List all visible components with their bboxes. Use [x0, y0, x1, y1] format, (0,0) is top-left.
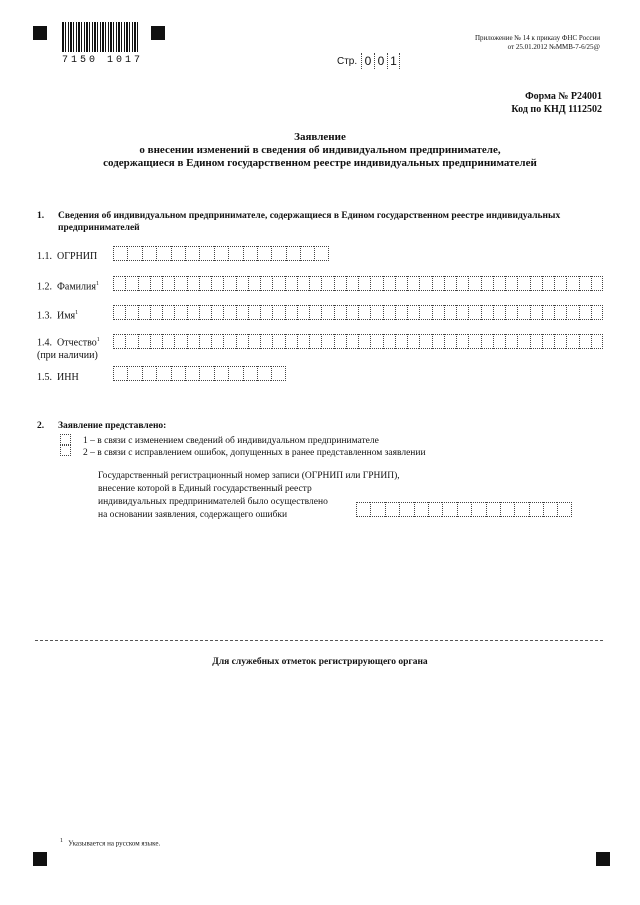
- input-cell[interactable]: [297, 334, 309, 349]
- field-sublabel: (при наличии): [37, 350, 98, 362]
- input-cell[interactable]: [419, 334, 431, 349]
- field-name-label: [37, 310, 78, 321]
- input-cell[interactable]: [260, 334, 272, 349]
- input-cell[interactable]: [185, 366, 199, 381]
- corner-marker-top-right: [151, 26, 165, 40]
- input-cell[interactable]: [271, 366, 285, 381]
- input-cell[interactable]: [370, 276, 382, 291]
- title-line-1: Заявление: [294, 131, 346, 143]
- input-cell[interactable]: [162, 305, 174, 320]
- input-cell[interactable]: [286, 246, 300, 261]
- knd-code: Код по КНД 1112502: [511, 104, 602, 115]
- input-cell[interactable]: [125, 334, 137, 349]
- input-cell[interactable]: [156, 366, 170, 381]
- document-title: [0, 131, 640, 170]
- input-cell[interactable]: [395, 334, 407, 349]
- appendix-line-1: Приложение № 14 к приказу ФНС России: [474, 34, 600, 42]
- input-cell[interactable]: [199, 334, 211, 349]
- field-label: Имя: [57, 310, 76, 322]
- input-cell[interactable]: [481, 276, 493, 291]
- form-number: Форма № Р24001: [525, 91, 602, 102]
- input-cell[interactable]: [432, 334, 444, 349]
- input-cell[interactable]: [395, 276, 407, 291]
- input-cell[interactable]: [456, 334, 468, 349]
- barcode-number: 7150 1017: [62, 55, 144, 66]
- field-label: Фамилия: [57, 281, 96, 293]
- input-cell[interactable]: [457, 502, 471, 517]
- input-cell[interactable]: [297, 276, 309, 291]
- inn-cells[interactable]: [113, 366, 286, 381]
- input-cell[interactable]: [399, 502, 413, 517]
- input-cell[interactable]: [185, 246, 199, 261]
- page-number-cells: [361, 53, 400, 69]
- input-cell[interactable]: [309, 276, 321, 291]
- footnote-ref: 1: [96, 337, 100, 343]
- input-cell[interactable]: [500, 502, 514, 517]
- input-cell[interactable]: [419, 305, 431, 320]
- input-cell[interactable]: [554, 305, 566, 320]
- input-cell[interactable]: [236, 305, 248, 320]
- input-cell[interactable]: [162, 334, 174, 349]
- page-digit: 1: [387, 53, 400, 69]
- input-cell[interactable]: [517, 334, 529, 349]
- footnote-ref: 1: [75, 310, 79, 316]
- input-cell[interactable]: [243, 246, 257, 261]
- section1-number: 1.: [37, 211, 45, 221]
- input-cell[interactable]: [309, 334, 321, 349]
- footnote: [60, 838, 160, 847]
- title-line-3: содержащиеся в Едином государственном реестре индивидуальных предпринимателей: [103, 157, 537, 169]
- section2-number: 2.: [37, 421, 45, 431]
- input-cell[interactable]: [493, 276, 505, 291]
- title-line-2: о внесении изменений в сведения об индивидуальном предпринимателе,: [139, 144, 501, 156]
- section1-heading-line-2: предпринимателей: [58, 223, 140, 233]
- input-cell[interactable]: [260, 305, 272, 320]
- input-cell[interactable]: [138, 305, 150, 320]
- input-cell[interactable]: [414, 502, 428, 517]
- input-cell[interactable]: [187, 334, 199, 349]
- input-cell[interactable]: [543, 502, 557, 517]
- input-cell[interactable]: [493, 305, 505, 320]
- input-cell[interactable]: [248, 334, 260, 349]
- input-cell[interactable]: [199, 305, 211, 320]
- page-digit: 0: [374, 53, 387, 69]
- input-cell[interactable]: [395, 305, 407, 320]
- field-number: 1.5.: [37, 372, 52, 383]
- input-cell[interactable]: [113, 305, 125, 320]
- input-cell[interactable]: [444, 334, 456, 349]
- input-cell[interactable]: [481, 305, 493, 320]
- grn-cells[interactable]: [356, 502, 572, 517]
- input-cell[interactable]: [471, 502, 485, 517]
- input-cell[interactable]: [150, 276, 162, 291]
- field-inn-label: [37, 372, 79, 383]
- appendix-line-2: от 25.01.2012 №ММВ-7-6/25@: [507, 43, 600, 51]
- input-cell[interactable]: [321, 276, 333, 291]
- note-line-2: внесение которой в Единый государственный реестр: [98, 484, 312, 494]
- field-number: 1.2.: [37, 281, 52, 293]
- input-cell[interactable]: [211, 305, 223, 320]
- input-cell[interactable]: [566, 305, 578, 320]
- input-cell[interactable]: [156, 246, 170, 261]
- input-cell[interactable]: [383, 334, 395, 349]
- input-cell[interactable]: [346, 334, 358, 349]
- input-cell[interactable]: [517, 276, 529, 291]
- input-cell[interactable]: [285, 334, 297, 349]
- input-cell[interactable]: [285, 305, 297, 320]
- input-cell[interactable]: [442, 502, 456, 517]
- input-cell[interactable]: [187, 276, 199, 291]
- corner-marker-bottom-right: [596, 852, 610, 866]
- input-cell[interactable]: [174, 334, 186, 349]
- section1-heading: [58, 210, 608, 234]
- input-cell[interactable]: [432, 305, 444, 320]
- input-cell[interactable]: [321, 305, 333, 320]
- page-digit: 0: [361, 53, 374, 69]
- input-cell[interactable]: [199, 366, 213, 381]
- correction-note: [98, 470, 400, 522]
- input-cell[interactable]: [214, 366, 228, 381]
- input-cell[interactable]: [257, 246, 271, 261]
- input-cell[interactable]: [407, 334, 419, 349]
- input-cell[interactable]: [271, 246, 285, 261]
- input-cell[interactable]: [199, 246, 213, 261]
- input-cell[interactable]: [579, 305, 591, 320]
- input-cell[interactable]: [113, 366, 127, 381]
- input-cell[interactable]: [419, 276, 431, 291]
- input-cell[interactable]: [468, 305, 480, 320]
- input-cell[interactable]: [493, 334, 505, 349]
- input-cell[interactable]: [481, 334, 493, 349]
- field-label: Отчество: [57, 337, 97, 349]
- input-cell[interactable]: [228, 246, 242, 261]
- input-cell[interactable]: [542, 334, 554, 349]
- corner-marker-top-left: [33, 26, 47, 40]
- input-cell[interactable]: [505, 334, 517, 349]
- input-cell[interactable]: [428, 502, 442, 517]
- input-cell[interactable]: [468, 276, 480, 291]
- input-cell[interactable]: [127, 366, 141, 381]
- input-cell[interactable]: [113, 276, 125, 291]
- input-cell[interactable]: [346, 276, 358, 291]
- field-label: ОГРНИП: [57, 251, 98, 262]
- option-1-text: 1 – в связи с изменением сведений об индивидуальном предпринимателе: [83, 436, 379, 446]
- field-number: 1.1.: [37, 251, 52, 262]
- input-cell[interactable]: [162, 276, 174, 291]
- input-cell[interactable]: [591, 334, 603, 349]
- input-cell[interactable]: [321, 334, 333, 349]
- input-cell[interactable]: [314, 246, 328, 261]
- input-cell[interactable]: [243, 366, 257, 381]
- input-cell[interactable]: [554, 276, 566, 291]
- input-cell[interactable]: [142, 246, 156, 261]
- footnote-number: 1: [60, 838, 63, 844]
- input-cell[interactable]: [248, 276, 260, 291]
- barcode: [62, 22, 138, 52]
- input-cell[interactable]: [171, 246, 185, 261]
- note-line-1: Государственный регистрационный номер записи (ОГРНИП или ГРНИП),: [98, 471, 400, 481]
- input-cell[interactable]: [358, 334, 370, 349]
- input-cell[interactable]: [171, 366, 185, 381]
- input-cell[interactable]: [591, 305, 603, 320]
- field-number: 1.4.: [37, 337, 52, 349]
- input-cell[interactable]: [529, 502, 543, 517]
- input-cell[interactable]: [236, 276, 248, 291]
- field-patronymic-label: [37, 334, 100, 362]
- input-cell[interactable]: [174, 305, 186, 320]
- input-cell[interactable]: [272, 334, 284, 349]
- input-cell[interactable]: [530, 276, 542, 291]
- input-cell[interactable]: [223, 334, 235, 349]
- page-label: Стр.: [337, 56, 358, 67]
- input-cell[interactable]: [505, 305, 517, 320]
- field-ogrnip-label: [37, 251, 97, 262]
- input-cell[interactable]: [248, 305, 260, 320]
- input-cell[interactable]: [113, 334, 125, 349]
- section1-heading-line-1: Сведения об индивидуальном предпринимателе, содержащиеся в Едином государственном реестре индивидуальных: [58, 211, 561, 221]
- input-cell[interactable]: [187, 305, 199, 320]
- input-cell[interactable]: [272, 276, 284, 291]
- patronymic-cells[interactable]: [113, 334, 603, 349]
- input-cell[interactable]: [228, 366, 242, 381]
- cut-line: [35, 640, 603, 641]
- input-cell[interactable]: [554, 334, 566, 349]
- input-cell[interactable]: [566, 276, 578, 291]
- input-cell[interactable]: [566, 334, 578, 349]
- input-cell[interactable]: [557, 502, 571, 517]
- input-cell[interactable]: [530, 305, 542, 320]
- option-checkbox[interactable]: [60, 434, 71, 445]
- input-cell[interactable]: [334, 276, 346, 291]
- input-cell[interactable]: [517, 305, 529, 320]
- input-cell[interactable]: [138, 334, 150, 349]
- input-cell[interactable]: [199, 276, 211, 291]
- input-cell[interactable]: [444, 276, 456, 291]
- input-cell[interactable]: [505, 276, 517, 291]
- option-checkbox[interactable]: [60, 445, 71, 456]
- input-cell[interactable]: [356, 502, 370, 517]
- corner-marker-bottom-left: [33, 852, 47, 866]
- input-cell[interactable]: [358, 276, 370, 291]
- input-cell[interactable]: [223, 276, 235, 291]
- name-cells[interactable]: [113, 305, 603, 320]
- input-cell[interactable]: [370, 502, 384, 517]
- input-cell[interactable]: [334, 334, 346, 349]
- input-cell[interactable]: [486, 502, 500, 517]
- input-cell[interactable]: [257, 366, 271, 381]
- input-cell[interactable]: [383, 305, 395, 320]
- input-cell[interactable]: [272, 305, 284, 320]
- input-cell[interactable]: [579, 334, 591, 349]
- input-cell[interactable]: [346, 305, 358, 320]
- footnote-text: Указывается на русском языке.: [68, 839, 161, 848]
- input-cell[interactable]: [113, 246, 127, 261]
- field-surname-label: [37, 281, 99, 292]
- appendix-note: [380, 34, 600, 52]
- option-2-text: 2 – в связи с исправлением ошибок, допущенных в ранее представленном заявлении: [83, 448, 426, 458]
- note-line-4: на основании заявления, содержащего ошибки: [98, 510, 288, 520]
- input-cell[interactable]: [214, 246, 228, 261]
- input-cell[interactable]: [260, 276, 272, 291]
- surname-cells[interactable]: [113, 276, 603, 291]
- office-use-label: Для служебных отметок регистрирующего органа: [212, 657, 428, 667]
- input-cell[interactable]: [432, 276, 444, 291]
- input-cell[interactable]: [370, 334, 382, 349]
- ogrnip-cells[interactable]: [113, 246, 329, 261]
- section2-heading: Заявление представлено:: [58, 421, 167, 431]
- input-cell[interactable]: [456, 305, 468, 320]
- footnote-ref: 1: [95, 281, 99, 287]
- input-cell[interactable]: [383, 276, 395, 291]
- input-cell[interactable]: [579, 276, 591, 291]
- input-cell[interactable]: [334, 305, 346, 320]
- input-cell[interactable]: [385, 502, 399, 517]
- input-cell[interactable]: [142, 366, 156, 381]
- input-cell[interactable]: [150, 305, 162, 320]
- input-cell[interactable]: [591, 276, 603, 291]
- input-cell[interactable]: [297, 305, 309, 320]
- input-cell[interactable]: [223, 305, 235, 320]
- input-cell[interactable]: [211, 334, 223, 349]
- input-cell[interactable]: [125, 305, 137, 320]
- input-cell[interactable]: [542, 276, 554, 291]
- input-cell[interactable]: [174, 276, 186, 291]
- input-cell[interactable]: [468, 334, 480, 349]
- input-cell[interactable]: [407, 305, 419, 320]
- input-cell[interactable]: [127, 246, 141, 261]
- input-cell[interactable]: [125, 276, 137, 291]
- input-cell[interactable]: [530, 334, 542, 349]
- input-cell[interactable]: [150, 334, 162, 349]
- input-cell[interactable]: [407, 276, 419, 291]
- input-cell[interactable]: [456, 276, 468, 291]
- input-cell[interactable]: [542, 305, 554, 320]
- input-cell[interactable]: [309, 305, 321, 320]
- note-line-3: индивидуальных предпринимателей было осуществлено: [98, 497, 328, 507]
- input-cell[interactable]: [370, 305, 382, 320]
- input-cell[interactable]: [236, 334, 248, 349]
- input-cell[interactable]: [444, 305, 456, 320]
- input-cell[interactable]: [514, 502, 528, 517]
- field-number: 1.3.: [37, 310, 52, 322]
- field-label: ИНН: [57, 372, 79, 383]
- input-cell[interactable]: [300, 246, 314, 261]
- input-cell[interactable]: [211, 276, 223, 291]
- input-cell[interactable]: [285, 276, 297, 291]
- input-cell[interactable]: [138, 276, 150, 291]
- input-cell[interactable]: [358, 305, 370, 320]
